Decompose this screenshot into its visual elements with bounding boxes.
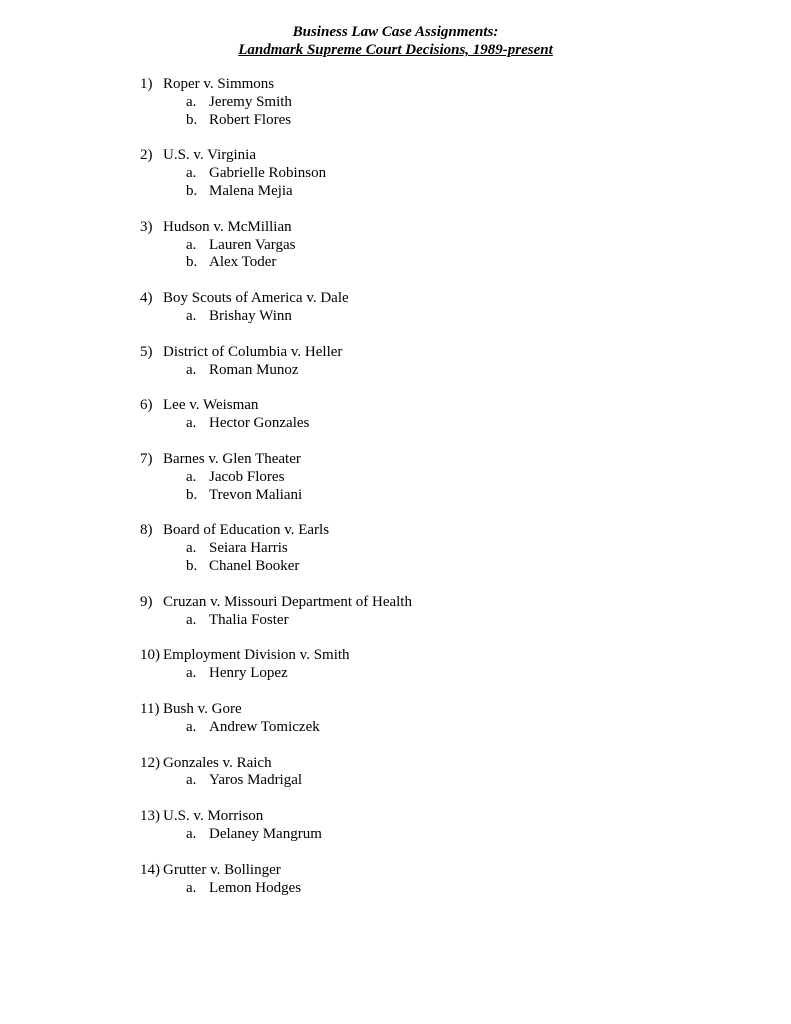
case-heading [140,344,740,362]
student-name: Lauren Vargas [209,236,296,253]
case-name: Lee v. Weisman [163,397,259,414]
student-letter: b. [186,182,198,199]
case-name: Board of Education v. Earls [163,522,330,539]
student-name: Delaney Mangrum [209,825,322,842]
student-item [140,112,740,130]
case-list [140,76,740,915]
student-name: Brishay Winn [209,307,292,324]
student-letter: a. [186,665,197,682]
case-number: 11) [140,700,160,717]
case-item [140,522,740,575]
case-heading [140,808,740,826]
case-number: 12) [140,754,160,771]
case-heading [140,147,740,165]
student-item [140,540,740,558]
case-item [140,594,740,630]
student-item [140,558,740,576]
student-item [140,183,740,201]
case-number: 13) [140,808,160,825]
case-heading [140,397,740,415]
case-item [140,755,740,791]
student-name: Jeremy Smith [209,93,292,110]
case-number: 3) [140,218,153,235]
student-item [140,612,740,630]
case-item [140,862,740,898]
student-letter: a. [186,718,197,735]
case-name: Cruzan v. Missouri Department of Health [163,593,412,610]
student-letter: a. [186,165,197,182]
student-name: Trevon Maliani [209,486,303,503]
student-item [140,237,740,255]
student-letter: b. [186,486,198,503]
student-name: Chanel Booker [209,557,300,574]
case-item [140,647,740,683]
case-item [140,397,740,433]
student-name: Alex Toder [209,254,277,271]
case-item [140,219,740,272]
case-number: 1) [140,76,153,92]
case-item [140,147,740,200]
case-heading [140,290,740,308]
student-item [140,487,740,505]
student-letter: a. [186,468,197,485]
student-name: Thalia Foster [209,611,289,628]
student-letter: a. [186,93,197,110]
case-heading [140,219,740,237]
student-letter: a. [186,540,197,557]
case-name: Barnes v. Glen Theater [163,450,301,467]
case-number: 9) [140,593,153,610]
case-number: 5) [140,343,153,360]
case-number: 7) [140,450,153,467]
case-heading [140,76,740,94]
case-item [140,701,740,737]
student-name: Jacob Flores [209,468,285,485]
student-letter: a. [186,825,197,842]
case-name: District of Columbia v. Heller [163,343,343,360]
student-item [140,719,740,737]
student-letter: a. [186,307,197,324]
student-name: Hector Gonzales [209,415,310,432]
student-item [140,826,740,844]
case-item [140,290,740,326]
student-letter: a. [186,361,197,378]
case-number: 4) [140,290,153,307]
student-name: Yaros Madrigal [209,772,303,789]
student-letter: a. [186,772,197,789]
case-heading [140,862,740,880]
case-name: U.S. v. Virginia [163,147,256,164]
document-title [0,23,791,59]
student-letter: a. [186,611,197,628]
student-name: Malena Mejia [209,182,293,199]
student-item [140,362,740,380]
case-heading [140,594,740,612]
case-heading [140,647,740,665]
case-item [140,451,740,504]
case-name: Boy Scouts of America v. Dale [163,290,349,307]
case-number: 14) [140,861,160,878]
student-name: Lemon Hodges [209,879,302,896]
title-line-1: Business Law Case Assignments: [292,24,499,40]
case-number: 2) [140,147,153,164]
case-item [140,76,740,129]
case-item [140,808,740,844]
student-item [140,94,740,112]
student-item [140,254,740,272]
student-item [140,165,740,183]
student-name: Seiara Harris [209,540,288,557]
case-heading [140,701,740,719]
title-line-2: Landmark Supreme Court Decisions, 1989-present [238,42,553,58]
student-letter: a. [186,415,197,432]
student-name: Robert Flores [209,111,292,128]
student-letter: a. [186,236,197,253]
student-letter: b. [186,111,198,128]
case-name: Grutter v. Bollinger [163,861,281,878]
student-item [140,308,740,326]
case-heading [140,451,740,469]
case-number: 10) [140,647,160,664]
case-name: Employment Division v. Smith [163,647,350,664]
student-item [140,665,740,683]
student-letter: b. [186,254,198,271]
case-name: Bush v. Gore [163,700,242,717]
case-name: Hudson v. McMillian [163,218,292,235]
case-name: U.S. v. Morrison [163,808,264,825]
student-name: Andrew Tomiczek [209,718,320,735]
student-item [140,880,740,898]
student-letter: b. [186,557,198,574]
student-letter: a. [186,879,197,896]
case-name: Gonzales v. Raich [163,754,272,771]
student-item [140,772,740,790]
case-number: 6) [140,397,153,414]
case-item [140,344,740,380]
case-heading [140,522,740,540]
student-item [140,415,740,433]
student-name: Gabrielle Robinson [209,165,327,182]
case-number: 8) [140,522,153,539]
case-name: Roper v. Simmons [163,76,275,92]
student-item [140,469,740,487]
case-heading [140,755,740,773]
student-name: Henry Lopez [209,665,288,682]
student-name: Roman Munoz [209,361,299,378]
